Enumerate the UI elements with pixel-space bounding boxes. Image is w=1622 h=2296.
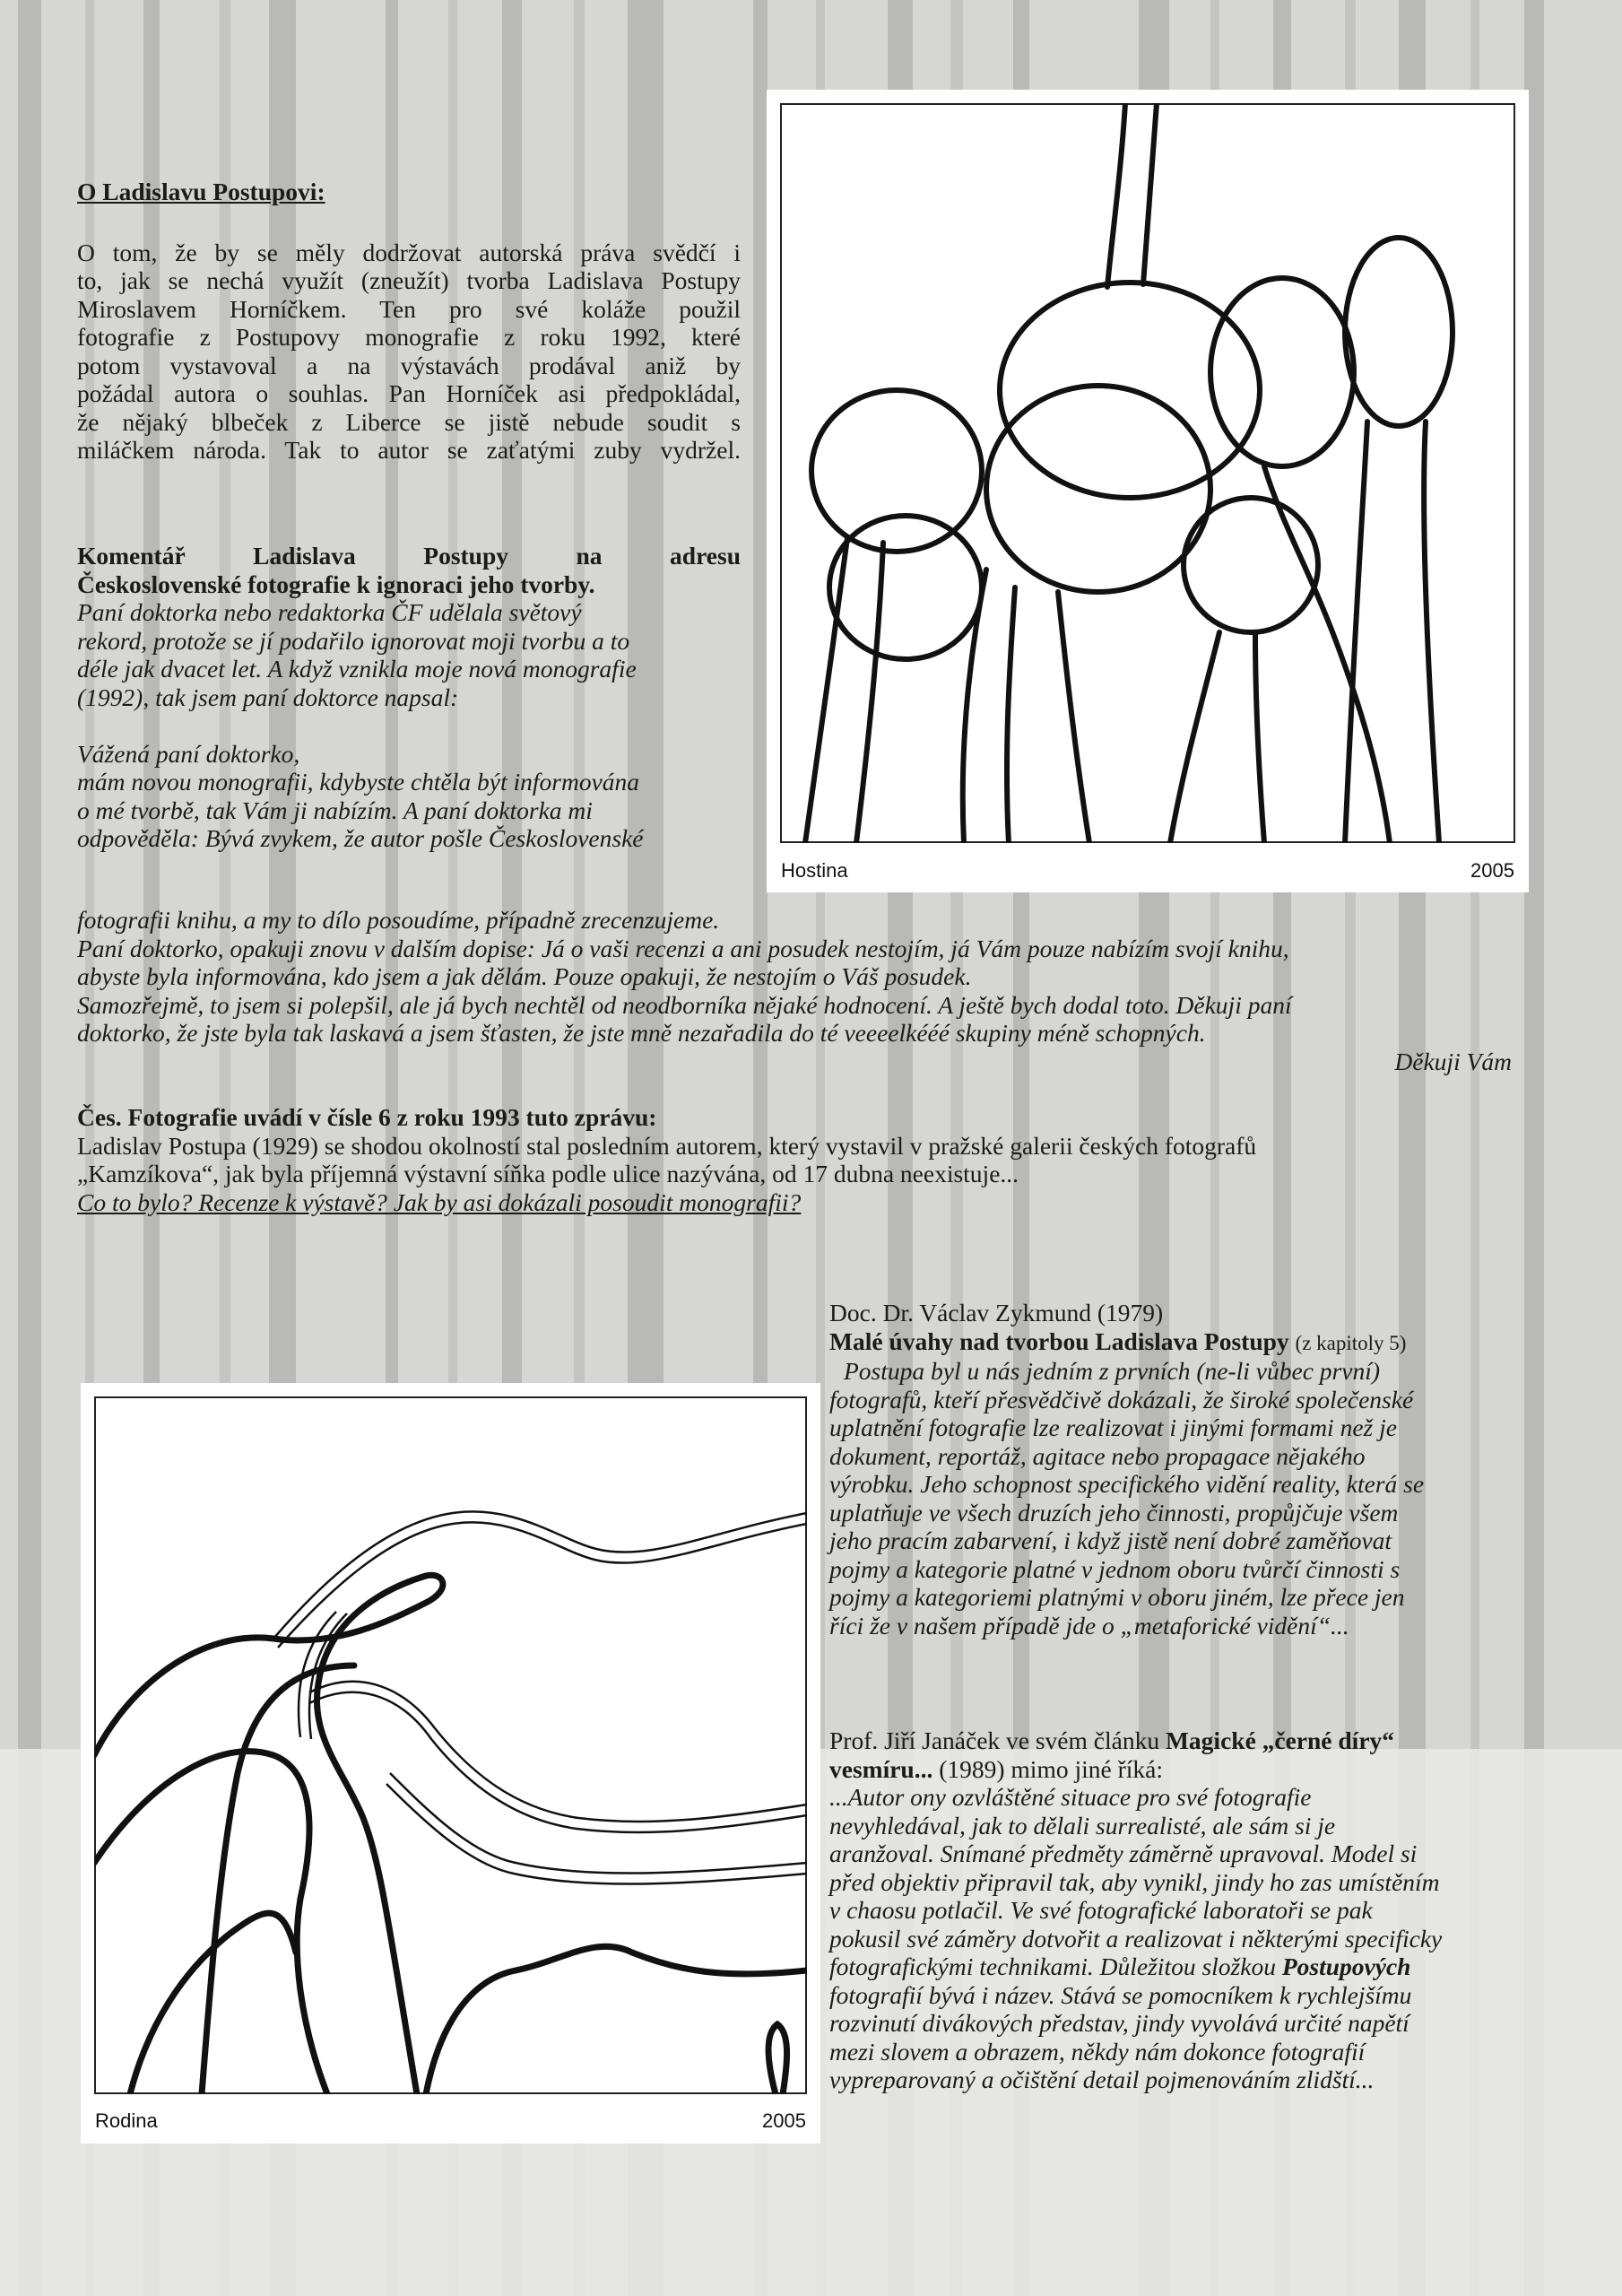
text-line: vypreparovaný a očištění detail pojmenováním zlidští...	[829, 2066, 1375, 2093]
intro-text: (1989) mimo jiné říká:	[939, 1754, 1163, 1783]
text-line: pojmy a kategorie platné v jednom oboru tvůrčí činnosti s	[829, 1554, 1401, 1583]
artwork-caption-title: Rodina	[95, 2109, 158, 2132]
section-janacek	[829, 1726, 1547, 2094]
text-line: rozvinutí divákových představ, jindy vyvolává určité napětí	[829, 2009, 1409, 2037]
article-title-continued: vesmíru...	[829, 1754, 933, 1783]
text-line: říci že v našem případě jde o „metaforické vidění“...	[829, 1611, 1349, 1639]
text-line: Ladislav Postupa (1929) se shodou okolností stal posledním autorem, který vystavil v pražské galerii českých fotografů	[77, 1131, 1257, 1160]
artwork-caption-year: 2005	[762, 2109, 806, 2132]
artwork-caption-title: Hostina	[781, 859, 848, 882]
text-line: pokusil své záměry dotvořit a realizovat i některými specificky	[829, 1924, 1443, 1952]
text-line: nevyhledával, jak to dělali surrealisté, ale sám si je	[829, 1811, 1336, 1839]
text-line: uplatnění fotografie lze realizovat i jinými formami než je	[829, 1413, 1397, 1441]
text-line: odpověděla: Bývá zvykem, že autor pošle Československé	[77, 824, 644, 852]
text-line: pojmy a kategoriemi platnými v oboru jiném, lze přece jen	[829, 1583, 1405, 1611]
text-line: déle jak dvacet let. A když vznikla moje nová monografie	[77, 655, 637, 683]
text-line: Vážená paní doktorko,	[77, 739, 300, 768]
text-line: před objektiv připravil tak, aby vynikl, jindy ho zas umístěním	[829, 1867, 1440, 1896]
rodina-drawing	[94, 1396, 807, 2094]
text-line: uplatňuje ve všech druzích jeho činnosti, propůjčuje všem	[829, 1498, 1399, 1526]
intro-text: Prof. Jiří Janáček ve svém článku	[829, 1726, 1160, 1754]
artwork-hostina	[767, 90, 1529, 892]
text-line: mám novou monografii, kdybyste chtěla být informována	[77, 768, 640, 796]
blank-line	[77, 711, 741, 740]
artwork-rodina	[81, 1383, 820, 2144]
text-line: potom vystavoval a na výstavách prodával aniž by	[77, 351, 741, 379]
text-line: doktorko, že jste byla tak laskavá a jsem šťasten, že jste mně nezařadila do té veeeelkééé skupiny méně schopných.	[77, 1019, 1206, 1047]
text-line: to, jak se nechá využít (zneužít) tvorba Ladislava Postupy	[77, 266, 741, 294]
section-heading: Čes. Fotografie uvádí v čísle 6 z roku 1993 tuto zprávu:	[77, 1103, 657, 1131]
section-comment-continued	[77, 906, 1548, 1075]
text-line: fotografů, kteří přesvědčivě dokázali, že široké společenské	[829, 1385, 1414, 1413]
text-line: fotografii knihu, a my to dílo posoudíme, případně zrecenzujeme.	[77, 906, 720, 934]
text-line: fotografickými technikami. Důležitou složkou	[829, 1952, 1276, 1980]
artwork-caption-year: 2005	[1470, 859, 1514, 882]
text-line: miláčkem národa. Tak to autor se zaťatými zuby vydržel.	[77, 436, 741, 464]
text-line: Paní doktorko, opakuji znovu v dalším dopise: Já o vaši recenzi a ani posudek nestojím, já Vám pouze nabízím svojí knihu,	[77, 934, 1289, 962]
section-zykmund	[829, 1299, 1547, 1639]
hostina-drawing	[780, 103, 1515, 843]
text-line: fotografií bývá i název. Stává se pomocníkem k rychlejšímu	[829, 1980, 1412, 2009]
text-line: aranžoval. Snímané předměty záměrně upravoval. Model si	[829, 1839, 1418, 1867]
text-line: (1992), tak jsem paní doktorce napsal:	[77, 683, 459, 711]
text-line: Paní doktorka nebo redaktorka ČF udělala světový	[77, 598, 582, 626]
text-line: dokument, reportáž, agitace nebo propagace nějakého	[829, 1441, 1366, 1470]
section-heading: Československé fotografie k ignoraci jeho tvorby.	[77, 570, 595, 598]
text-line: v chaosu potlačil. Ve své fotografické laboratoři se pak	[829, 1896, 1373, 1924]
text-line: požádal autora o souhlas. Pan Horníček asi předpokládal,	[77, 379, 741, 407]
text-line: mezi slovem a obrazem, někdy nám dokonce fotografií	[829, 2037, 1366, 2066]
section-heading: O Ladislavu Postupovi:	[77, 178, 325, 205]
text-line: o mé tvorbě, tak Vám ji nabízím. A paní doktorka mi	[77, 796, 593, 824]
article-title: Malé úvahy nad tvorbou Ladislava Postupy	[829, 1326, 1289, 1355]
text-line: „Kamzíkova“, jak byla příjemná výstavní síňka podle ulice nazývána, od 17 dubna neexistuje...	[77, 1160, 1019, 1187]
text-line: ...Autor ony ozvláštěné situace pro své fotografie	[829, 1783, 1312, 1811]
thanks-line: Děkuji Vám	[1394, 1047, 1512, 1075]
text-line: Postupa byl u nás jedním z prvních (ne-li vůbec první)	[844, 1357, 1380, 1385]
text-line: že nějaký blbeček z Liberce se jistě nebude soudit s	[77, 407, 741, 436]
question-line: Co to bylo? Recenze k výstavě? Jak by asi dokázali posoudit monografii?	[77, 1187, 802, 1216]
section-ces-fotografie	[77, 1103, 1548, 1216]
text-line: abyste byla informována, kdo jsem a jak dělám. Pouze opakuji, že nestojím o Váš posudek.	[77, 962, 972, 990]
emphasis-text: Postupových	[1281, 1952, 1411, 1980]
text-line: výrobku. Jeho schopnost specifického vidění reality, která se	[829, 1470, 1425, 1498]
text-line: rekord, protože se jí podařilo ignorovat moji tvorbu a to	[77, 626, 630, 655]
text-line: O tom, že by se měly dodržovat autorská práva svědčí i	[77, 238, 741, 266]
chapter-note: (z kapitoly 5)	[1295, 1331, 1407, 1354]
text-line: Samozřejmě, to jsem si polepšil, ale já bych nechtěl od neodborníka nějaké hodnocení. A ještě bych dodal toto. Děkuji paní	[77, 990, 1292, 1019]
section-about-postupa	[77, 178, 741, 465]
section-comment	[77, 542, 741, 853]
author-line: Doc. Dr. Václav Zykmund (1979)	[829, 1299, 1164, 1326]
text-line: fotografie z Postupovy monografie z roku 1992, které	[77, 323, 741, 351]
section-heading: Komentář Ladislava Postupy na adresu	[77, 542, 741, 570]
text-line: jeho pracím zabarvení, i když jistě není dobré zaměňovat	[829, 1526, 1392, 1554]
text-line: Miroslavem Horníčkem. Ten pro své koláže použil	[77, 294, 741, 323]
article-title: Magické „černé díry“	[1165, 1726, 1395, 1754]
